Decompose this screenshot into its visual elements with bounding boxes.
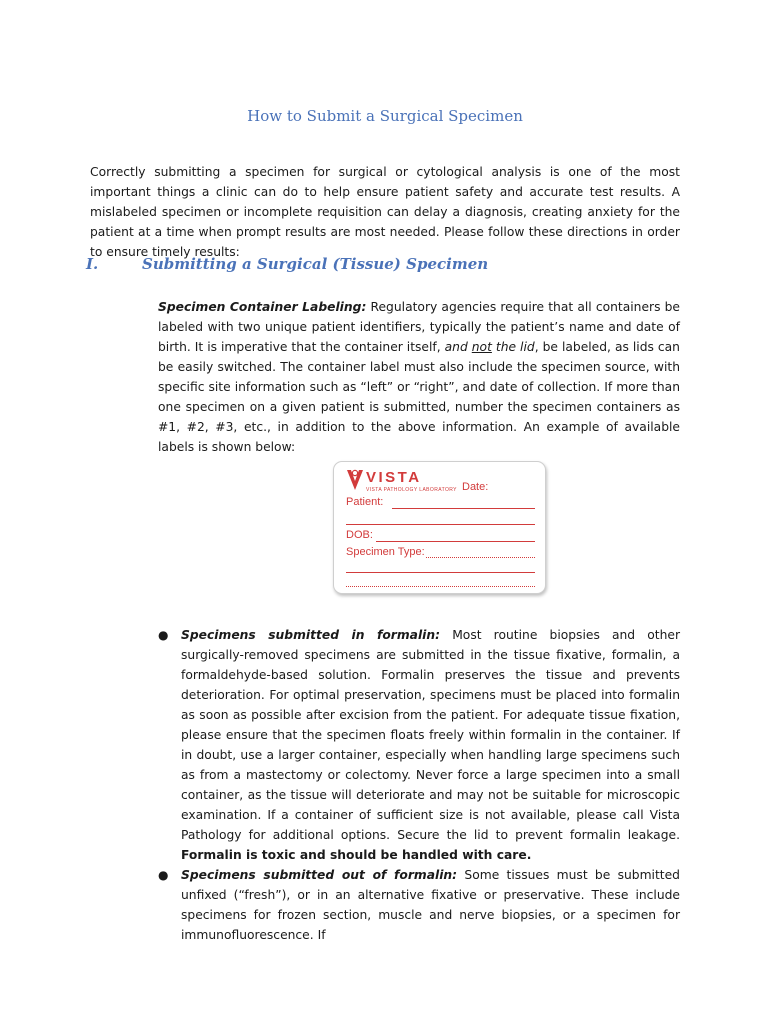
container-labeling-text-a: Regulatory agencies require that all containers be labeled with two unique patient identifiers, typically the patient’s name and date of birth. It is imperative that the container itself, [158,300,680,354]
bullet-formalin-text: Most routine biopsies and other surgically-removed specimens are submitted in the tissue fixative, formalin, a formaldehyde-based solution. Formalin preserves the tissue and prevents deterioration. For optimal preservation, specimens must be placed into formalin as soon as possible after excision from the patient. For adequate tissue fixation, please ensure that the specimen floats freely within formalin in the container. If in doubt, use a larger container, especially when handling large specimens such as from a mastectomy or colectomy. Never force a large specimen into a small container, as the tissue will deteriorate and may not be suitable for microscopic examination. If a container of sufficient size is not available, please call Vista Pathology for additional options. Secure the lid to prevent formalin leakage. [181,628,680,842]
label-line-2 [346,524,535,525]
label-date-field: Date: [462,481,489,493]
container-labeling-paragraph [158,297,680,457]
label-line-6 [346,586,535,587]
bullet-icon: ● [158,628,169,642]
section-heading [86,255,686,273]
section-title: Submitting a Surgical (Tissue) Specimen [142,255,489,273]
bullet-icon: ● [158,868,169,882]
label-patient-line [392,508,535,509]
container-labeling-text-b: , be labeled, as lids can be easily switched. The container label must also include the specimen source, with specific site information such as “left” or “right”, and date of collection. If more than one specimen on a given patient is submitted, number the specimen containers as #1, #2, #3, etc., in addition to the above information. An example of available labels is shown below: [158,340,680,454]
emphasis-not: not [471,340,492,354]
bullet-formalin-lead: Specimens submitted in formalin: [181,628,441,642]
emphasis-the-lid: the lid [495,340,535,354]
label-specimen-line [426,557,535,558]
label-specimen-type-field: Specimen Type: [346,546,425,558]
bullet-out-of-formalin [181,865,680,945]
logo-subtitle: VISTA PATHOLOGY LABORATORY [366,487,457,493]
vista-logo [346,468,466,494]
label-patient-field: Patient: [346,496,384,508]
label-dob-line [376,541,535,542]
bullet-out-of-formalin-lead: Specimens submitted out of formalin: [181,868,458,882]
intro-paragraph: Correctly submitting a specimen for surgical or cytological analysis is one of the most important things a clinic can do to help ensure patient safety and accurate test results. A mislabeled specimen or incomplete requisition can delay a diagnosis, creating anxiety for the patient at a time when prompt results are most needed. Please follow these directions in order to ensure timely results: [90,165,680,259]
section-number: I. [86,255,99,273]
page-title: How to Submit a Surgical Specimen [247,107,523,125]
formalin-warning: Formalin is toxic and should be handled with care. [181,848,532,862]
bullet-out-of-formalin-text: Some tissues must be submitted unfixed (“fresh”), or in an alternative fixative or preservative. These include specimens for frozen section, muscle and nerve biopsies, or a specimen for immunofluorescence. If [181,868,680,942]
bullet-formalin [181,625,680,865]
emphasis-and: and [444,340,468,354]
label-line-5 [346,572,535,573]
logo-wordmark: VISTA [366,469,422,486]
label-dob-field: DOB: [346,529,373,541]
container-labeling-lead: Specimen Container Labeling: [158,300,367,314]
specimen-label-example [333,461,546,594]
vista-v-icon [346,468,364,492]
